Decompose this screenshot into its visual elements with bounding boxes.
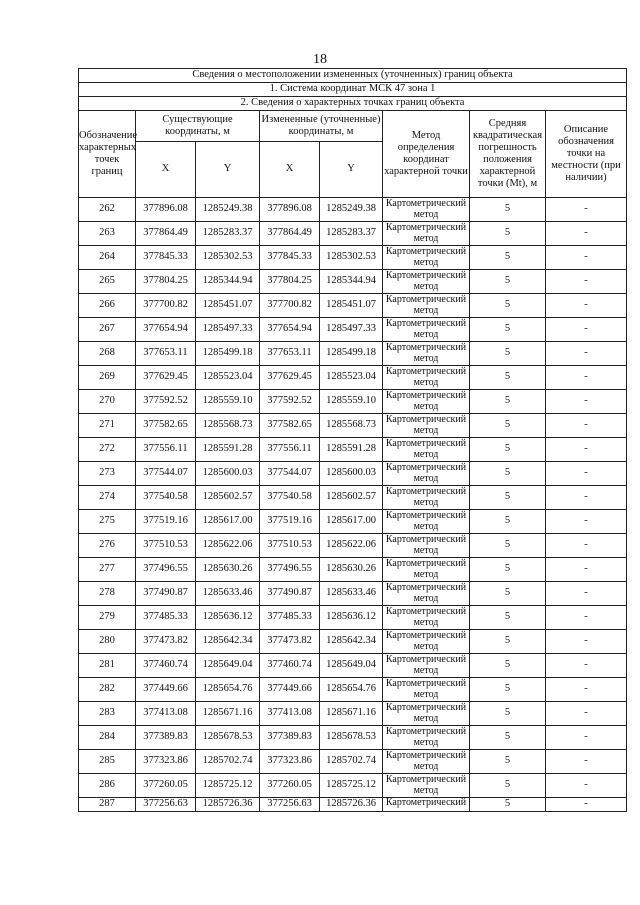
cell-changed-x: 377260.05	[260, 774, 320, 798]
cell-changed-y: 1285602.57	[320, 486, 383, 510]
cell-error-mt: 5	[470, 750, 546, 774]
cell-changed-y: 1285622.06	[320, 534, 383, 558]
cell-description: -	[546, 534, 627, 558]
cell-error-mt: 5	[470, 654, 546, 678]
cell-existing-x: 377389.83	[136, 726, 196, 750]
cell-changed-x: 377460.74	[260, 654, 320, 678]
cell-existing-x: 377485.33	[136, 606, 196, 630]
cell-error-mt: 5	[470, 294, 546, 318]
cell-existing-y: 1285451.07	[196, 294, 260, 318]
cell-error-mt: 5	[470, 342, 546, 366]
cell-error-mt: 5	[470, 462, 546, 486]
cell-existing-y: 1285622.06	[196, 534, 260, 558]
cell-existing-y: 1285283.37	[196, 222, 260, 246]
cell-description: -	[546, 486, 627, 510]
table-row	[79, 702, 627, 726]
cell-existing-x: 377413.08	[136, 702, 196, 726]
table-row	[79, 558, 627, 582]
cell-point-id: 275	[79, 510, 136, 534]
cell-description: -	[546, 318, 627, 342]
cell-changed-x: 377592.52	[260, 390, 320, 414]
cell-existing-x: 377544.07	[136, 462, 196, 486]
header-changed-y: Y	[320, 142, 383, 198]
cell-existing-x: 377804.25	[136, 270, 196, 294]
cell-point-id: 286	[79, 774, 136, 798]
cell-error-mt: 5	[470, 582, 546, 606]
cell-description: -	[546, 366, 627, 390]
cell-changed-x: 377654.94	[260, 318, 320, 342]
table-row	[79, 318, 627, 342]
cell-changed-y: 1285725.12	[320, 774, 383, 798]
cell-method: Картометрический метод	[383, 510, 470, 534]
table-row	[79, 606, 627, 630]
coordinates-table	[78, 68, 627, 812]
cell-error-mt: 5	[470, 318, 546, 342]
cell-existing-y: 1285678.53	[196, 726, 260, 750]
cell-point-id: 287	[79, 798, 136, 812]
cell-existing-x: 377496.55	[136, 558, 196, 582]
table-row	[79, 294, 627, 318]
cell-changed-y: 1285654.76	[320, 678, 383, 702]
cell-changed-x: 377490.87	[260, 582, 320, 606]
cell-description: -	[546, 606, 627, 630]
cell-method: Картометрический метод	[383, 390, 470, 414]
cell-changed-y: 1285568.73	[320, 414, 383, 438]
cell-method: Картометрический	[383, 798, 470, 812]
cell-changed-x: 377556.11	[260, 438, 320, 462]
cell-point-id: 263	[79, 222, 136, 246]
table-row	[79, 438, 627, 462]
cell-error-mt: 5	[470, 702, 546, 726]
page-number: 18	[313, 52, 327, 67]
cell-description: -	[546, 270, 627, 294]
cell-changed-x: 377544.07	[260, 462, 320, 486]
cell-existing-x: 377449.66	[136, 678, 196, 702]
cell-point-id: 285	[79, 750, 136, 774]
cell-method: Картометрический метод	[383, 318, 470, 342]
cell-existing-x: 377629.45	[136, 366, 196, 390]
cell-point-id: 280	[79, 630, 136, 654]
cell-method: Картометрический метод	[383, 606, 470, 630]
cell-description: -	[546, 726, 627, 750]
cell-changed-x: 377389.83	[260, 726, 320, 750]
cell-description: -	[546, 630, 627, 654]
cell-error-mt: 5	[470, 438, 546, 462]
cell-error-mt: 5	[470, 630, 546, 654]
cell-point-id: 284	[79, 726, 136, 750]
cell-point-id: 265	[79, 270, 136, 294]
cell-method: Картометрический метод	[383, 342, 470, 366]
cell-changed-y: 1285591.28	[320, 438, 383, 462]
cell-method: Картометрический метод	[383, 246, 470, 270]
cell-existing-x: 377582.65	[136, 414, 196, 438]
table-row	[79, 390, 627, 414]
cell-changed-y: 1285633.46	[320, 582, 383, 606]
cell-changed-y: 1285649.04	[320, 654, 383, 678]
cell-method: Картометрический метод	[383, 726, 470, 750]
table-row	[79, 414, 627, 438]
cell-method: Картометрический метод	[383, 750, 470, 774]
cell-existing-y: 1285702.74	[196, 750, 260, 774]
cell-method: Картометрический метод	[383, 774, 470, 798]
cell-existing-y: 1285499.18	[196, 342, 260, 366]
cell-existing-x: 377519.16	[136, 510, 196, 534]
cell-changed-x: 377485.33	[260, 606, 320, 630]
cell-changed-x: 377896.08	[260, 198, 320, 222]
table-row	[79, 726, 627, 750]
table-row	[79, 630, 627, 654]
cell-changed-y: 1285702.74	[320, 750, 383, 774]
cell-description: -	[546, 750, 627, 774]
header-description: Описание обозначения точки на местности (при наличии)	[546, 111, 627, 198]
cell-changed-x: 377540.58	[260, 486, 320, 510]
table-row	[79, 342, 627, 366]
cell-method: Картометрический метод	[383, 462, 470, 486]
cell-existing-y: 1285344.94	[196, 270, 260, 294]
cell-existing-x: 377896.08	[136, 198, 196, 222]
table-row	[79, 198, 627, 222]
cell-existing-y: 1285617.00	[196, 510, 260, 534]
header-method: Метод определения координат характерной точки	[383, 111, 470, 198]
cell-point-id: 268	[79, 342, 136, 366]
cell-existing-x: 377256.63	[136, 798, 196, 812]
cell-error-mt: 5	[470, 270, 546, 294]
cell-existing-y: 1285602.57	[196, 486, 260, 510]
boundary-points-title: 2. Сведения о характерных точках границ объекта	[79, 97, 627, 111]
cell-existing-x: 377556.11	[136, 438, 196, 462]
cell-error-mt: 5	[470, 534, 546, 558]
cell-point-id: 262	[79, 198, 136, 222]
cell-point-id: 278	[79, 582, 136, 606]
cell-changed-y: 1285451.07	[320, 294, 383, 318]
table-row	[79, 486, 627, 510]
cell-changed-y: 1285249.38	[320, 198, 383, 222]
section-title: Сведения о местоположении измененных (уточненных) границ объекта	[79, 69, 627, 83]
table-row	[79, 582, 627, 606]
cell-changed-y: 1285678.53	[320, 726, 383, 750]
cell-changed-x: 377629.45	[260, 366, 320, 390]
cell-point-id: 276	[79, 534, 136, 558]
cell-changed-x: 377700.82	[260, 294, 320, 318]
cell-existing-y: 1285630.26	[196, 558, 260, 582]
cell-existing-x: 377845.33	[136, 246, 196, 270]
cell-error-mt: 5	[470, 558, 546, 582]
cell-changed-y: 1285283.37	[320, 222, 383, 246]
table-row	[79, 510, 627, 534]
cell-existing-x: 377260.05	[136, 774, 196, 798]
cell-description: -	[546, 510, 627, 534]
cell-point-id: 274	[79, 486, 136, 510]
table-row	[79, 654, 627, 678]
cell-description: -	[546, 294, 627, 318]
cell-changed-y: 1285726.36	[320, 798, 383, 812]
cell-changed-x: 377653.11	[260, 342, 320, 366]
header-existing: Существующие координаты, м	[136, 111, 260, 142]
cell-point-id: 277	[79, 558, 136, 582]
cell-point-id: 281	[79, 654, 136, 678]
cell-changed-x: 377510.53	[260, 534, 320, 558]
cell-error-mt: 5	[470, 510, 546, 534]
table-row	[79, 222, 627, 246]
cell-description: -	[546, 342, 627, 366]
cell-error-mt: 5	[470, 678, 546, 702]
cell-method: Картометрический метод	[383, 222, 470, 246]
cell-existing-x: 377653.11	[136, 342, 196, 366]
table-row	[79, 750, 627, 774]
table-row	[79, 462, 627, 486]
cell-error-mt: 5	[470, 726, 546, 750]
cell-changed-y: 1285523.04	[320, 366, 383, 390]
cell-method: Картометрический метод	[383, 678, 470, 702]
cell-changed-y: 1285559.10	[320, 390, 383, 414]
cell-description: -	[546, 390, 627, 414]
cell-changed-y: 1285630.26	[320, 558, 383, 582]
cell-existing-y: 1285633.46	[196, 582, 260, 606]
cell-changed-y: 1285671.16	[320, 702, 383, 726]
table-row	[79, 798, 627, 812]
cell-error-mt: 5	[470, 486, 546, 510]
cell-method: Картометрический метод	[383, 534, 470, 558]
cell-point-id: 279	[79, 606, 136, 630]
header-changed-x: X	[260, 142, 320, 198]
cell-existing-x: 377700.82	[136, 294, 196, 318]
cell-method: Картометрический метод	[383, 486, 470, 510]
cell-description: -	[546, 246, 627, 270]
cell-changed-x: 377582.65	[260, 414, 320, 438]
cell-changed-y: 1285497.33	[320, 318, 383, 342]
cell-existing-y: 1285600.03	[196, 462, 260, 486]
cell-error-mt: 5	[470, 246, 546, 270]
cell-point-id: 266	[79, 294, 136, 318]
cell-changed-x: 377323.86	[260, 750, 320, 774]
cell-existing-x: 377540.58	[136, 486, 196, 510]
cell-error-mt: 5	[470, 798, 546, 812]
cell-changed-x: 377804.25	[260, 270, 320, 294]
coordinate-system-title: 1. Система координат МСК 47 зона 1	[79, 83, 627, 97]
header-existing-x: X	[136, 142, 196, 198]
cell-changed-x: 377496.55	[260, 558, 320, 582]
cell-method: Картометрический метод	[383, 270, 470, 294]
cell-error-mt: 5	[470, 222, 546, 246]
cell-changed-y: 1285499.18	[320, 342, 383, 366]
cell-description: -	[546, 414, 627, 438]
table-row	[79, 678, 627, 702]
cell-description: -	[546, 198, 627, 222]
cell-point-id: 264	[79, 246, 136, 270]
cell-existing-x: 377864.49	[136, 222, 196, 246]
cell-existing-y: 1285249.38	[196, 198, 260, 222]
cell-error-mt: 5	[470, 774, 546, 798]
cell-existing-y: 1285523.04	[196, 366, 260, 390]
cell-existing-y: 1285302.53	[196, 246, 260, 270]
table-row	[79, 774, 627, 798]
cell-method: Картометрический метод	[383, 414, 470, 438]
cell-description: -	[546, 582, 627, 606]
cell-method: Картометрический метод	[383, 654, 470, 678]
cell-point-id: 272	[79, 438, 136, 462]
cell-changed-y: 1285642.34	[320, 630, 383, 654]
cell-description: -	[546, 702, 627, 726]
cell-description: -	[546, 462, 627, 486]
cell-existing-x: 377654.94	[136, 318, 196, 342]
cell-existing-x: 377490.87	[136, 582, 196, 606]
cell-changed-y: 1285600.03	[320, 462, 383, 486]
cell-point-id: 271	[79, 414, 136, 438]
cell-method: Картометрический метод	[383, 630, 470, 654]
cell-description: -	[546, 654, 627, 678]
cell-existing-y: 1285568.73	[196, 414, 260, 438]
cell-existing-y: 1285591.28	[196, 438, 260, 462]
cell-existing-y: 1285636.12	[196, 606, 260, 630]
cell-existing-x: 377592.52	[136, 390, 196, 414]
cell-changed-y: 1285636.12	[320, 606, 383, 630]
cell-error-mt: 5	[470, 390, 546, 414]
cell-existing-y: 1285649.04	[196, 654, 260, 678]
cell-existing-x: 377323.86	[136, 750, 196, 774]
header-designation: Обозначение характерных точек границ	[79, 111, 136, 198]
cell-existing-x: 377473.82	[136, 630, 196, 654]
cell-changed-x: 377256.63	[260, 798, 320, 812]
cell-description: -	[546, 774, 627, 798]
cell-changed-y: 1285302.53	[320, 246, 383, 270]
cell-existing-y: 1285654.76	[196, 678, 260, 702]
cell-existing-y: 1285671.16	[196, 702, 260, 726]
cell-error-mt: 5	[470, 198, 546, 222]
cell-method: Картометрический метод	[383, 438, 470, 462]
cell-existing-y: 1285642.34	[196, 630, 260, 654]
header-existing-y: Y	[196, 142, 260, 198]
table-row	[79, 534, 627, 558]
cell-changed-y: 1285344.94	[320, 270, 383, 294]
cell-existing-y: 1285726.36	[196, 798, 260, 812]
cell-existing-x: 377510.53	[136, 534, 196, 558]
cell-description: -	[546, 438, 627, 462]
cell-existing-y: 1285559.10	[196, 390, 260, 414]
cell-changed-y: 1285617.00	[320, 510, 383, 534]
header-error: Средняя квадратическая погрешность положения характерной точки (Mt), м	[470, 111, 546, 198]
cell-point-id: 282	[79, 678, 136, 702]
cell-changed-x: 377449.66	[260, 678, 320, 702]
cell-point-id: 270	[79, 390, 136, 414]
cell-description: -	[546, 798, 627, 812]
cell-point-id: 273	[79, 462, 136, 486]
table-row	[79, 270, 627, 294]
cell-method: Картометрический метод	[383, 702, 470, 726]
cell-changed-x: 377845.33	[260, 246, 320, 270]
cell-changed-x: 377519.16	[260, 510, 320, 534]
cell-existing-y: 1285725.12	[196, 774, 260, 798]
cell-method: Картометрический метод	[383, 582, 470, 606]
table-row	[79, 246, 627, 270]
cell-description: -	[546, 558, 627, 582]
cell-error-mt: 5	[470, 414, 546, 438]
table-row	[79, 366, 627, 390]
cell-description: -	[546, 678, 627, 702]
cell-point-id: 283	[79, 702, 136, 726]
header-changed: Измененные (уточненные) координаты, м	[260, 111, 383, 142]
cell-error-mt: 5	[470, 366, 546, 390]
cell-changed-x: 377473.82	[260, 630, 320, 654]
cell-existing-x: 377460.74	[136, 654, 196, 678]
cell-description: -	[546, 222, 627, 246]
cell-method: Картометрический метод	[383, 366, 470, 390]
cell-point-id: 269	[79, 366, 136, 390]
cell-point-id: 267	[79, 318, 136, 342]
cell-changed-x: 377413.08	[260, 702, 320, 726]
cell-error-mt: 5	[470, 606, 546, 630]
cell-method: Картометрический метод	[383, 294, 470, 318]
cell-changed-x: 377864.49	[260, 222, 320, 246]
cell-method: Картометрический метод	[383, 198, 470, 222]
cell-existing-y: 1285497.33	[196, 318, 260, 342]
cell-method: Картометрический метод	[383, 558, 470, 582]
